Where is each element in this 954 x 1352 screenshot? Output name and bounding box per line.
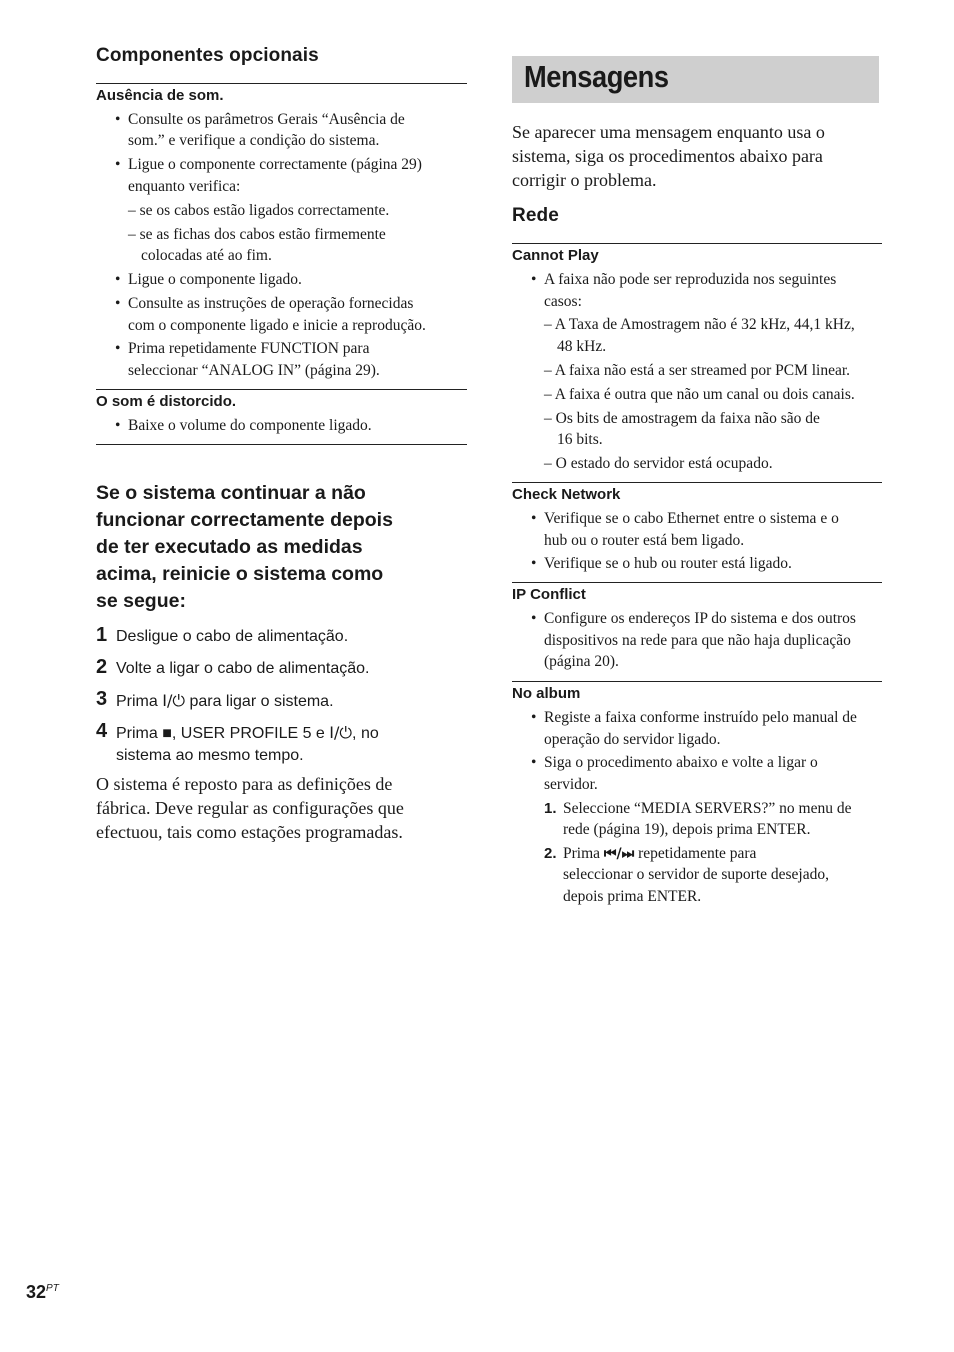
subheading-no-sound: Ausência de som. (96, 87, 224, 104)
section-heading-rede: Rede (512, 205, 559, 226)
power-icon: I/⏻ (329, 723, 353, 742)
list-item-cont: dispositivos na rede para que não haja duplicação (544, 632, 851, 649)
dash-item-cont: 16 bits. (557, 431, 603, 448)
dash-item-cont: 48 kHz. (557, 338, 607, 355)
reset-heading-line: acima, reinicie o sistema como (96, 563, 384, 585)
reset-heading-line: se segue: (96, 590, 186, 612)
sub-step-text-b: repetidamente para (634, 845, 757, 862)
bullet: • (115, 340, 121, 357)
list-item: Siga o procedimento abaixo e volte a ligar o (544, 754, 818, 771)
sub-step-text-cont: depois prima ENTER. (563, 888, 702, 905)
prev-next-icon: ⏮/⏭ (603, 846, 635, 862)
bullet: • (115, 417, 121, 434)
list-item: Baixe o volume do componente ligado. (128, 417, 372, 434)
dash-item: – se as fichas dos cabos estão firmemente (128, 226, 386, 243)
bullet: • (115, 111, 121, 128)
dash-item: – se os cabos estão ligados correctamente. (128, 202, 390, 219)
step-number: 3 (96, 688, 108, 710)
step-text: Desligue o cabo de alimentação. (116, 628, 349, 645)
step-number: 2 (96, 656, 108, 678)
dash-item: – A faixa é outra que não um canal ou dois canais. (544, 386, 855, 403)
list-item-cont: seleccionar “ANALOG IN” (página 29). (128, 362, 380, 379)
paragraph-line: O sistema é reposto para as definições de (96, 774, 393, 794)
reset-heading-line: funcionar correctamente depois (96, 509, 393, 531)
sub-step-text-cont: rede (página 19), depois prima ENTER. (563, 821, 811, 838)
subheading-cannot-play: Cannot Play (512, 247, 599, 264)
page-title: Mensagens (524, 59, 669, 94)
intro-line: Se aparecer uma mensagem enquanto usa o (512, 122, 825, 142)
step-text-a: Prima ■, USER PROFILE 5 e (116, 725, 330, 742)
subheading-distorted: O som é distorcido. (96, 393, 237, 410)
list-item: Verifique se o cabo Ethernet entre o sistema e o (544, 510, 839, 527)
list-item: Consulte os parâmetros Gerais “Ausência de (128, 111, 405, 128)
sub-step-number: 2. (544, 845, 557, 862)
list-item: Verifique se o hub ou router está ligado. (544, 555, 792, 572)
bullet: • (531, 271, 537, 288)
dash-item: – O estado do servidor está ocupado. (544, 455, 773, 472)
list-item: Prima repetidamente FUNCTION para (128, 340, 370, 357)
list-item: A faixa não pode ser reproduzida nos seguintes (544, 271, 837, 288)
dash-item: – A faixa não está a ser streamed por PCM linear. (544, 362, 851, 379)
bullet: • (115, 156, 121, 173)
list-item-cont: com o componente ligado e inicie a reprodução. (128, 317, 426, 334)
step-text (116, 689, 334, 713)
list-item-cont: som.” e verifique a condição do sistema. (128, 132, 380, 149)
list-item: Consulte as instruções de operação fornecidas (128, 295, 414, 312)
intro-line: corrigir o problema. (512, 170, 657, 190)
reset-heading-line: de ter executado as medidas (96, 536, 363, 558)
list-item: Ligue o componente correctamente (página 29) (128, 156, 422, 173)
list-item: Ligue o componente ligado. (128, 271, 302, 288)
sub-step-text-cont: seleccionar o servidor de suporte desejado, (563, 866, 829, 883)
divider (96, 444, 467, 445)
paragraph-line: efectuou, tais como estações programadas. (96, 822, 403, 842)
bullet: • (115, 271, 121, 288)
list-item-cont: enquanto verifica: (128, 178, 241, 195)
dash-item-cont: colocadas até ao fim. (141, 247, 272, 264)
paragraph-line: fábrica. Deve regular as configurações que (96, 798, 404, 818)
list-item: Registe a faixa conforme instruído pelo manual de (544, 709, 857, 726)
intro-line: sistema, siga os procedimentos abaixo para (512, 146, 823, 166)
list-item-cont: hub ou o router está bem ligado. (544, 532, 745, 549)
subheading-check-network: Check Network (512, 486, 621, 503)
sub-step-text (563, 843, 756, 866)
dash-item: – A Taxa de Amostragem não é 32 kHz, 44,1 kHz, (544, 316, 855, 333)
step-number: 1 (96, 624, 108, 646)
step-text (116, 721, 379, 745)
sub-step-number: 1. (544, 800, 557, 817)
divider (96, 83, 467, 84)
list-item-cont: casos: (544, 293, 582, 310)
page-title-box (512, 56, 879, 103)
divider (512, 582, 882, 583)
step-text-b: para ligar o sistema. (185, 693, 334, 710)
divider (512, 681, 882, 682)
subheading-ip-conflict: IP Conflict (512, 586, 586, 603)
step-text-cont: sistema ao mesmo tempo. (116, 747, 304, 764)
list-item-cont: servidor. (544, 776, 598, 793)
page-number (26, 1282, 59, 1303)
bullet: • (531, 555, 537, 572)
sub-step-text-a: Prima (563, 845, 604, 862)
divider (512, 482, 882, 483)
step-number: 4 (96, 720, 108, 742)
divider (512, 243, 882, 244)
bullet: • (531, 610, 537, 627)
bullet: • (531, 754, 537, 771)
page-number-suffix: PT (46, 1283, 59, 1294)
bullet: • (531, 709, 537, 726)
divider (96, 389, 467, 390)
step-text-b: , no (352, 725, 379, 742)
list-item: Configure os endereços IP do sistema e dos outros (544, 610, 856, 627)
bullet: • (115, 295, 121, 312)
list-item-cont: (página 20). (544, 653, 619, 670)
section-heading-optional-components: Componentes opcionais (96, 45, 319, 66)
step-text-a: Prima (116, 693, 163, 710)
dash-item: – Os bits de amostragem da faixa não são de (544, 410, 820, 427)
subheading-no-album: No album (512, 685, 581, 702)
bullet: • (531, 510, 537, 527)
list-item-cont: operação do servidor ligado. (544, 731, 721, 748)
page-number-value: 32 (26, 1282, 47, 1302)
power-icon: I/⏻ (162, 691, 185, 710)
sub-step-text: Seleccione “MEDIA SERVERS?” no menu de (563, 800, 852, 817)
step-text: Volte a ligar o cabo de alimentação. (116, 660, 370, 677)
reset-heading-line: Se o sistema continuar a não (96, 482, 366, 504)
